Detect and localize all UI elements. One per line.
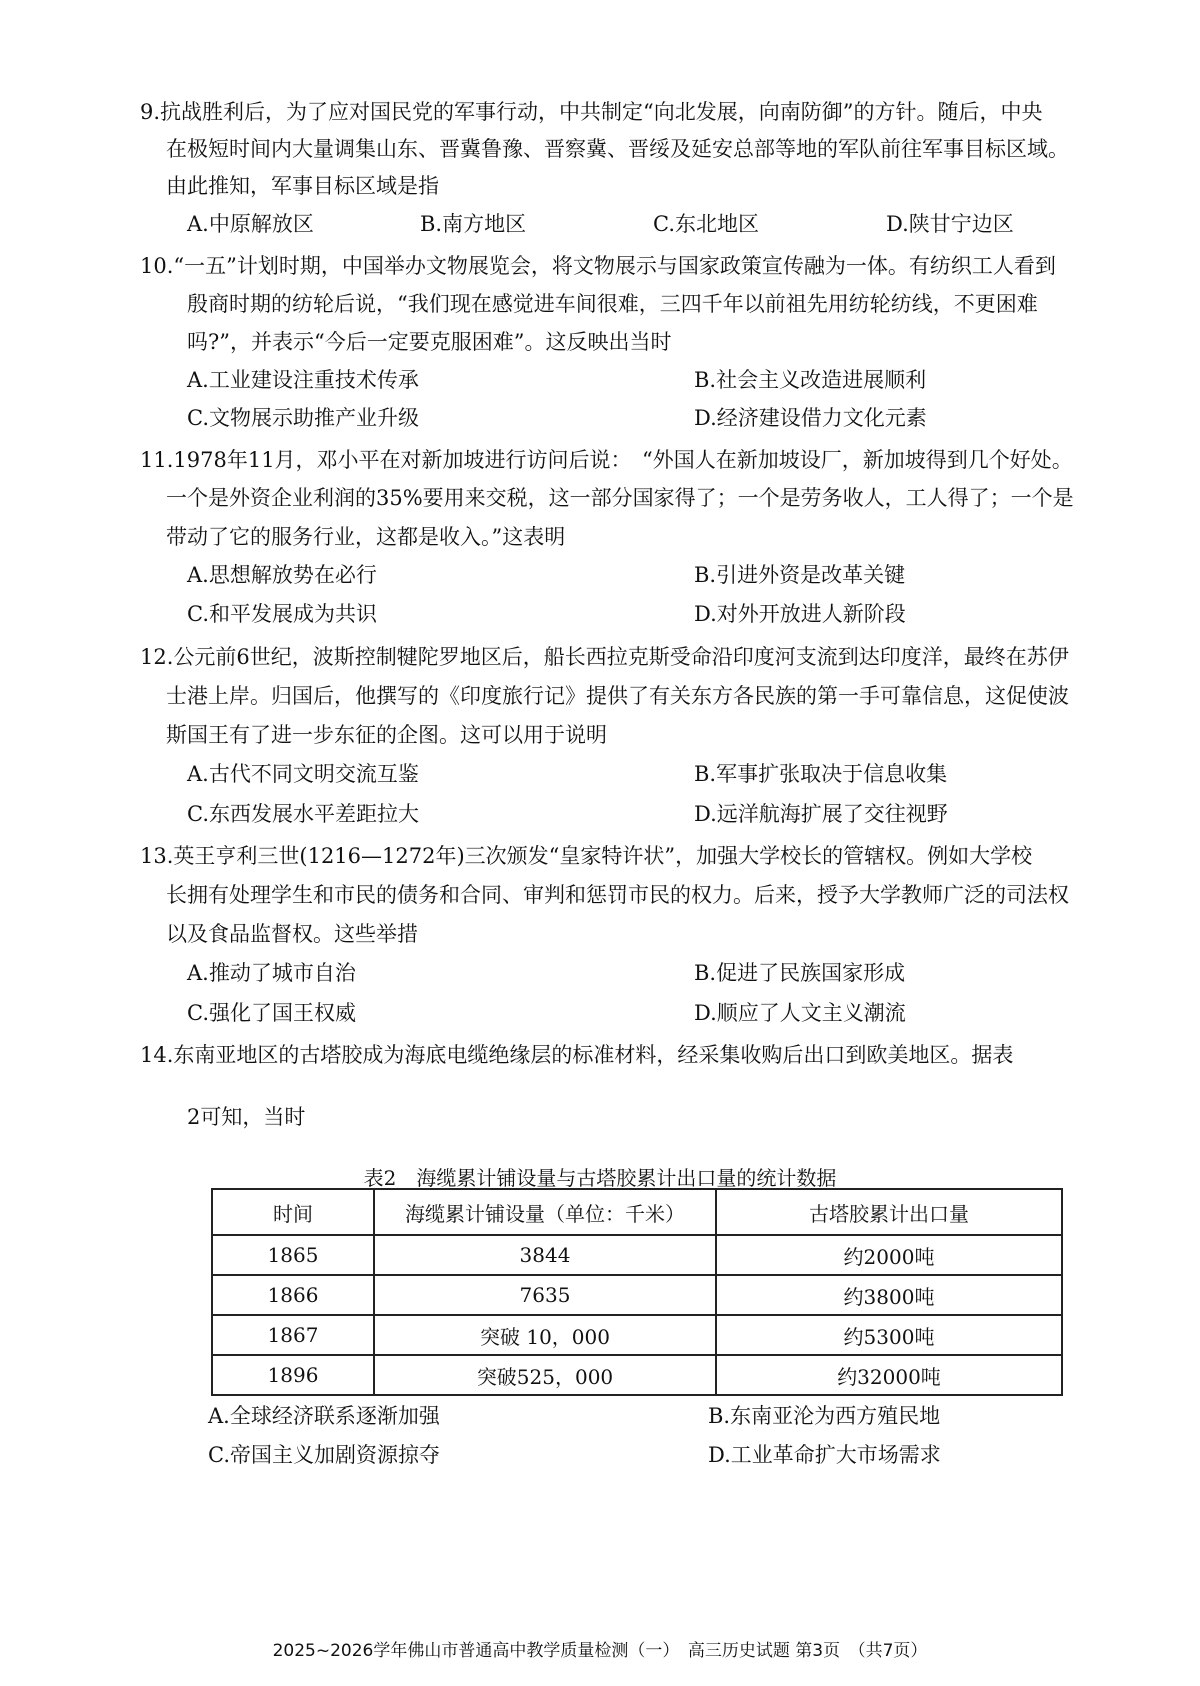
option-c: C.强化了国王权威 bbox=[187, 1001, 356, 1025]
table-header: 时间 bbox=[212, 1189, 374, 1235]
table-cell: 突破 10，000 bbox=[374, 1315, 716, 1355]
question-text: 14.东南亚地区的古塔胶成为海底电缆绝缘层的标准材料，经采集收购后出口到欧美地区。据表 bbox=[140, 1043, 1014, 1067]
table-row bbox=[212, 1355, 1062, 1395]
question-text: 13.英王亨利三世(1216—1272年)三次颁发“皇家特许状”，加强大学校长的管辖权。例如大学校 bbox=[140, 844, 1033, 868]
option-a: A.推动了城市自治 bbox=[187, 961, 356, 985]
table-cell: 1867 bbox=[212, 1315, 374, 1355]
option-a: A.思想解放势在必行 bbox=[187, 563, 377, 587]
option-d: D.对外开放进人新阶段 bbox=[694, 602, 906, 626]
table-row bbox=[212, 1275, 1062, 1315]
option-a: A.全球经济联系逐渐加强 bbox=[208, 1404, 440, 1428]
table-header: 海缆累计铺设量（单位：千米） bbox=[374, 1189, 716, 1235]
option-c: C.文物展示助推产业升级 bbox=[187, 406, 419, 430]
page-footer: 2025~2026学年佛山市普通高中教学质量检测（一） 高三历史试题 第3页 （共7页） bbox=[272, 1641, 928, 1661]
question-text: 斯国王有了进一步东征的企图。这可以用于说明 bbox=[166, 723, 607, 747]
question-text: 10.“一五”计划时期，中国举办文物展览会，将文物展示与国家政策宣传融为一体。有纺织工人看到 bbox=[140, 254, 1056, 278]
question-text: 9.抗战胜利后，为了应对国民党的军事行动，中共制定“向北发展，向南防御”的方针。随后，中央 bbox=[140, 100, 1043, 124]
table-cell: 约5300吨 bbox=[716, 1315, 1062, 1355]
question-text: 带动了它的服务行业，这都是收入。”这表明 bbox=[166, 525, 566, 549]
question-text: 殷商时期的纺轮后说，“我们现在感觉进车间很难，三四千年以前祖先用纺轮纺线，不更困难 bbox=[187, 292, 1038, 316]
question-text: 长拥有处理学生和市民的债务和合同、审判和惩罚市民的权力。后来，授予大学教师广泛的司法权 bbox=[166, 883, 1069, 907]
question-text: 以及食品监督权。这些举措 bbox=[166, 922, 418, 946]
question-text: 在极短时间内大量调集山东、晋冀鲁豫、晋察冀、晋绥及延安总部等地的军队前往军事目标区域。 bbox=[166, 137, 1069, 161]
table-caption: 表2 海缆累计铺设量与古塔胶累计出口量的统计数据 bbox=[363, 1166, 837, 1190]
option-a: A.中原解放区 bbox=[187, 212, 314, 236]
option-a: A.工业建设注重技术传承 bbox=[187, 368, 419, 392]
option-b: B.促进了民族国家形成 bbox=[694, 961, 906, 985]
option-a: A.古代不同文明交流互鉴 bbox=[187, 762, 419, 786]
option-b: B.引进外资是改革关键 bbox=[694, 563, 906, 587]
option-c: C.东西发展水平差距拉大 bbox=[187, 802, 419, 826]
option-d: D.顺应了人文主义潮流 bbox=[694, 1001, 906, 1025]
question-text: 士港上岸。归国后，他撰写的《印度旅行记》提供了有关东方各民族的第一手可靠信息，这促使波 bbox=[166, 684, 1069, 708]
option-d: D.工业革命扩大市场需求 bbox=[708, 1443, 941, 1467]
table-row bbox=[212, 1315, 1062, 1355]
question-text: 吗?”，并表示“今后一定要克服困难”。这反映出当时 bbox=[187, 330, 672, 354]
table-cell: 1865 bbox=[212, 1235, 374, 1275]
question-text: 12.公元前6世纪，波斯控制犍陀罗地区后，船长西拉克斯受命沿印度河支流到达印度洋，最终在苏伊 bbox=[140, 645, 1069, 669]
question-text: 由此推知，军事目标区域是指 bbox=[166, 174, 439, 198]
option-c: C.东北地区 bbox=[653, 212, 759, 236]
table-cell: 1896 bbox=[212, 1355, 374, 1395]
option-d: D.远洋航海扩展了交往视野 bbox=[694, 802, 948, 826]
option-b: B.军事扩张取决于信息收集 bbox=[694, 762, 948, 786]
question-text: 11.1978年11月，邓小平在对新加坡进行访问后说： “外国人在新加坡设厂，新加坡得到几个好处。 bbox=[140, 448, 1073, 472]
table-cell: 约32000吨 bbox=[716, 1355, 1062, 1395]
table-cell: 突破525，000 bbox=[374, 1355, 716, 1395]
option-c: C.和平发展成为共识 bbox=[187, 602, 377, 626]
option-c: C.帝国主义加剧资源掠夺 bbox=[208, 1443, 440, 1467]
table-cell: 7635 bbox=[374, 1275, 716, 1315]
option-b: B.南方地区 bbox=[420, 212, 527, 236]
option-d: D.陕甘宁边区 bbox=[886, 212, 1014, 236]
option-b: B.东南亚沦为西方殖民地 bbox=[708, 1404, 941, 1428]
table-cell: 1866 bbox=[212, 1275, 374, 1315]
option-b: B.社会主义改造进展顺利 bbox=[694, 368, 927, 392]
question-text: 2可知，当时 bbox=[187, 1105, 306, 1129]
option-d: D.经济建设借力文化元素 bbox=[694, 406, 927, 430]
table-header-row bbox=[212, 1189, 1062, 1235]
table-cell: 3844 bbox=[374, 1235, 716, 1275]
table-header: 古塔胶累计出口量 bbox=[716, 1189, 1062, 1235]
table-cell: 约3800吨 bbox=[716, 1275, 1062, 1315]
data-table bbox=[211, 1188, 1063, 1396]
question-text: 一个是外资企业利润的35%要用来交税，这一部分国家得了；一个是劳务收人，工人得了；一个是 bbox=[166, 486, 1074, 510]
table-cell: 约2000吨 bbox=[716, 1235, 1062, 1275]
table-row bbox=[212, 1235, 1062, 1275]
